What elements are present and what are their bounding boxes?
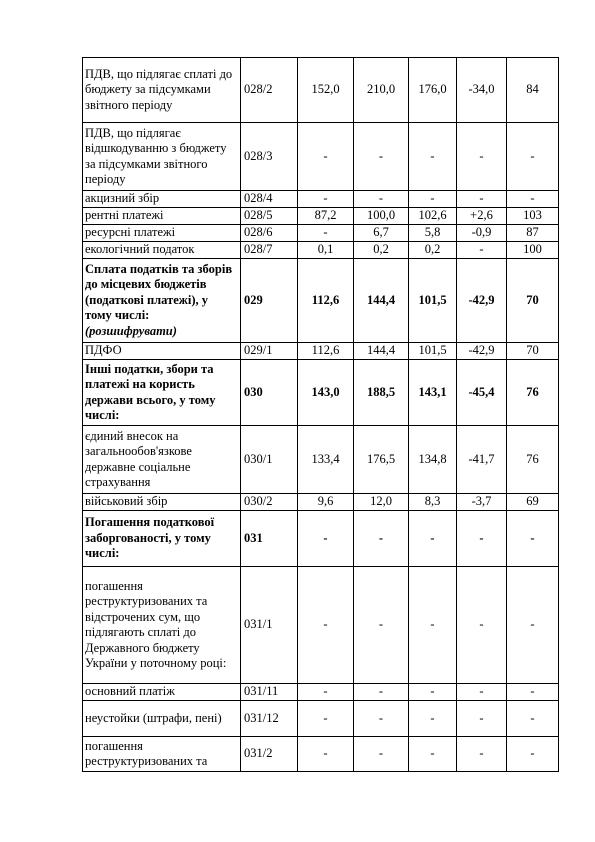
value-cell-v5: -: [507, 737, 559, 772]
value-cell-v4: -42,9: [457, 259, 507, 343]
value-cell-v1: -: [298, 123, 354, 191]
row-code: 028/6: [241, 225, 298, 242]
value-cell-v4: -: [457, 511, 507, 567]
value-cell-v4: -: [457, 737, 507, 772]
value-cell-v3: -: [409, 123, 457, 191]
value-cell-v5: 103: [507, 208, 559, 225]
value-cell-v3: -: [409, 701, 457, 737]
table-row: [83, 123, 559, 191]
indicator-name-text: погашення реструктуризованих та: [85, 738, 208, 768]
value-cell-v4: -3,7: [457, 494, 507, 511]
row-code: 031/1: [241, 567, 298, 684]
value-cell-v4: -: [457, 567, 507, 684]
row-code: 030/1: [241, 426, 298, 494]
table-row: [83, 208, 559, 225]
indicator-name-text: Сплата податків та зборів до місцевих бюджетів (податкові платежі), у тому числі:: [85, 261, 233, 323]
value-cell-v5: 69: [507, 494, 559, 511]
indicator-name-text: погашення реструктуризованих та відстрочених сум, що підлягають сплаті до Державного бюджету України у поточному році:: [85, 578, 227, 670]
value-cell-v3: -: [409, 511, 457, 567]
value-cell-v4: -: [457, 242, 507, 259]
value-cell-v4: -45,4: [457, 360, 507, 426]
indicator-name-text: єдиний внесок на загальнообов'язкове державне соціальне страхування: [85, 428, 192, 489]
table-row: [83, 494, 559, 511]
row-code: 028/3: [241, 123, 298, 191]
value-cell-v2: 210,0: [354, 58, 409, 123]
value-cell-v5: 84: [507, 58, 559, 123]
value-cell-v3: 134,8: [409, 426, 457, 494]
value-cell-v2: -: [354, 737, 409, 772]
row-indicator-name: [83, 208, 241, 225]
value-cell-v3: 101,5: [409, 343, 457, 360]
row-indicator-name: [83, 123, 241, 191]
table-row: [83, 242, 559, 259]
row-indicator-name: [83, 343, 241, 360]
value-cell-v4: +2,6: [457, 208, 507, 225]
value-cell-v2: 188,5: [354, 360, 409, 426]
value-cell-v2: 0,2: [354, 242, 409, 259]
value-cell-v3: 0,2: [409, 242, 457, 259]
value-cell-v2: -: [354, 701, 409, 737]
indicator-name-text: рентні платежі: [85, 208, 164, 223]
value-cell-v3: 101,5: [409, 259, 457, 343]
value-cell-v3: -: [409, 567, 457, 684]
row-code: 029: [241, 259, 298, 343]
value-cell-v4: -: [457, 191, 507, 208]
indicator-name-text: акцизний збір: [85, 191, 160, 206]
table-row: [83, 511, 559, 567]
table-row: [83, 343, 559, 360]
value-cell-v1: 0,1: [298, 242, 354, 259]
value-cell-v2: 176,5: [354, 426, 409, 494]
value-cell-v3: 143,1: [409, 360, 457, 426]
value-cell-v1: 143,0: [298, 360, 354, 426]
row-code: 031/11: [241, 684, 298, 701]
value-cell-v3: 5,8: [409, 225, 457, 242]
table-row: [83, 737, 559, 772]
value-cell-v1: -: [298, 225, 354, 242]
value-cell-v1: -: [298, 191, 354, 208]
row-indicator-name: [83, 567, 241, 684]
value-cell-v1: -: [298, 567, 354, 684]
value-cell-v4: -: [457, 701, 507, 737]
value-cell-v5: -: [507, 191, 559, 208]
value-cell-v1: 112,6: [298, 259, 354, 343]
value-cell-v1: 152,0: [298, 58, 354, 123]
row-indicator-name: [83, 360, 241, 426]
value-cell-v5: 87: [507, 225, 559, 242]
table-row: [83, 259, 559, 343]
value-cell-v1: -: [298, 737, 354, 772]
value-cell-v2: 12,0: [354, 494, 409, 511]
indicator-name-text: Інші податки, збори та платежі на користь держави всього, у тому числі:: [85, 361, 216, 422]
row-code: 030/2: [241, 494, 298, 511]
indicator-name-text: ресурсні платежі: [85, 225, 176, 240]
value-cell-v3: 102,6: [409, 208, 457, 225]
row-code: 030: [241, 360, 298, 426]
value-cell-v5: -: [507, 701, 559, 737]
value-cell-v5: -: [507, 684, 559, 701]
value-cell-v5: 70: [507, 343, 559, 360]
indicator-name-text: екологічний податок: [85, 242, 195, 257]
value-cell-v3: 8,3: [409, 494, 457, 511]
row-indicator-name: [83, 191, 241, 208]
value-cell-v2: -: [354, 567, 409, 684]
value-cell-v1: 133,4: [298, 426, 354, 494]
row-code: 029/1: [241, 343, 298, 360]
table-row: [83, 426, 559, 494]
indicator-name-text: ПДФО: [85, 343, 122, 358]
value-cell-v3: -: [409, 684, 457, 701]
value-cell-v2: -: [354, 191, 409, 208]
row-code: 028/2: [241, 58, 298, 123]
row-code: 028/7: [241, 242, 298, 259]
value-cell-v5: -: [507, 123, 559, 191]
row-indicator-name: [83, 259, 241, 343]
indicator-name-note: (розшифрувати): [85, 323, 177, 338]
row-indicator-name: [83, 701, 241, 737]
value-cell-v4: -: [457, 684, 507, 701]
value-cell-v5: 100: [507, 242, 559, 259]
value-cell-v4: -34,0: [457, 58, 507, 123]
row-indicator-name: [83, 684, 241, 701]
value-cell-v3: 176,0: [409, 58, 457, 123]
indicator-name-text: основний платіж: [85, 684, 175, 699]
row-code: 028/4: [241, 191, 298, 208]
table-body: [83, 58, 559, 772]
value-cell-v2: -: [354, 511, 409, 567]
value-cell-v2: 100,0: [354, 208, 409, 225]
table-row: [83, 701, 559, 737]
row-indicator-name: [83, 225, 241, 242]
table-row: [83, 58, 559, 123]
indicator-name-text: неустойки (штрафи, пені): [85, 710, 222, 725]
value-cell-v5: -: [507, 567, 559, 684]
row-code: 031: [241, 511, 298, 567]
value-cell-v2: 6,7: [354, 225, 409, 242]
value-cell-v1: 112,6: [298, 343, 354, 360]
row-indicator-name: [83, 58, 241, 123]
value-cell-v2: 144,4: [354, 343, 409, 360]
value-cell-v1: 9,6: [298, 494, 354, 511]
row-indicator-name: [83, 737, 241, 772]
value-cell-v4: -42,9: [457, 343, 507, 360]
value-cell-v2: 144,4: [354, 259, 409, 343]
indicator-name-text: ПДВ, що підлягає відшкодуванню з бюджету за підсумками звітного періоду: [85, 125, 227, 186]
row-code: 031/12: [241, 701, 298, 737]
value-cell-v4: -0,9: [457, 225, 507, 242]
row-code: 028/5: [241, 208, 298, 225]
indicator-name-text: Погашення податкової заборгованості, у тому числі:: [85, 515, 215, 561]
row-code: 031/2: [241, 737, 298, 772]
row-indicator-name: [83, 426, 241, 494]
table-row: [83, 684, 559, 701]
indicator-name-text: ПДВ, що підлягає сплаті до бюджету за підсумками звітного періоду: [85, 66, 233, 112]
table-row: [83, 360, 559, 426]
value-cell-v1: -: [298, 684, 354, 701]
financial-plan-table: [82, 57, 559, 772]
row-indicator-name: [83, 494, 241, 511]
indicator-name-text: військовий збір: [85, 494, 168, 509]
row-indicator-name: [83, 511, 241, 567]
value-cell-v5: 76: [507, 426, 559, 494]
value-cell-v2: -: [354, 123, 409, 191]
table-row: [83, 191, 559, 208]
value-cell-v1: -: [298, 511, 354, 567]
value-cell-v1: -: [298, 701, 354, 737]
value-cell-v3: -: [409, 737, 457, 772]
value-cell-v5: -: [507, 511, 559, 567]
table-row: [83, 567, 559, 684]
value-cell-v2: -: [354, 684, 409, 701]
value-cell-v5: 76: [507, 360, 559, 426]
table-row: [83, 225, 559, 242]
row-indicator-name: [83, 242, 241, 259]
value-cell-v4: -41,7: [457, 426, 507, 494]
value-cell-v4: -: [457, 123, 507, 191]
value-cell-v5: 70: [507, 259, 559, 343]
value-cell-v3: -: [409, 191, 457, 208]
value-cell-v1: 87,2: [298, 208, 354, 225]
